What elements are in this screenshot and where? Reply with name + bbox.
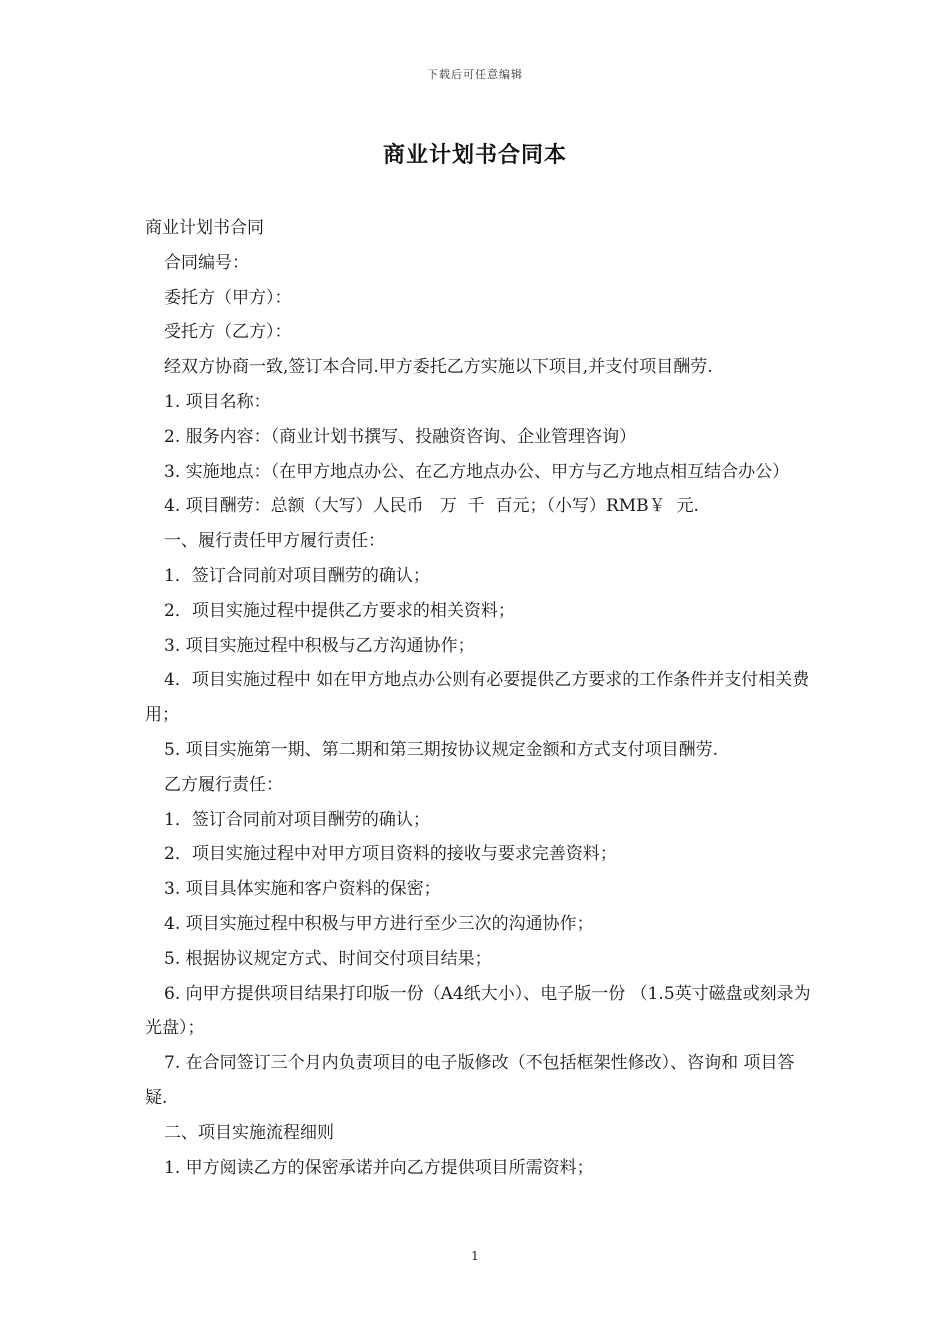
- paragraph: 7. 在合同签订三个月内负责项目的电子版修改（不包括框架性修改）、咨询和 项目答疑.: [145, 1053, 795, 1108]
- paragraph: 2．项目实施过程中提供乙方要求的相关资料；: [164, 600, 515, 621]
- paragraph: 6. 向甲方提供项目结果打印版一份（A4纸大小）、电子版一份 （1.5英寸磁盘或刻录为光盘）；: [145, 983, 811, 1039]
- section-heading: 一、履行责任甲方履行责任：: [164, 531, 385, 552]
- page-header-note: 下载后可任意编辑: [427, 68, 523, 81]
- document-body: [145, 211, 815, 1185]
- section-heading: 乙方履行责任：: [164, 774, 283, 795]
- document-title: 商业计划书合同本: [382, 142, 567, 168]
- paragraph: 商业计划书合同: [145, 218, 264, 238]
- paragraph: 委托方（甲方）：: [164, 287, 292, 308]
- paragraph: 3. 项目具体实施和客户资料的保密；: [164, 879, 441, 900]
- paragraph: 经双方协商一致,签订本合同.甲方委托乙方实施以下项目,并支付项目酬劳.: [164, 357, 713, 378]
- paragraph: 1. 甲方阅读乙方的保密承诺并向乙方提供项目所需资料；: [164, 1157, 594, 1178]
- paragraph: 5. 项目实施第一期、第二期和第三期按协议规定金额和方式支付项目酬劳.: [164, 739, 719, 760]
- paragraph: 4．项目实施过程中 如在甲方地点办公则有必要提供乙方要求的工作条件并支付相关费用；: [145, 670, 810, 726]
- paragraph: 2．项目实施过程中对甲方项目资料的接收与要求完善资料；: [164, 844, 617, 865]
- paragraph: 1．签订合同前对项目酬劳的确认；: [164, 565, 430, 586]
- paragraph: 受托方（乙方）：: [164, 322, 292, 343]
- paragraph: 合同编号：: [164, 252, 249, 273]
- page-number: 1: [471, 1249, 479, 1263]
- paragraph: 4. 项目实施过程中积极与甲方进行至少三次的沟通协作；: [164, 913, 594, 934]
- paragraph: 1. 项目名称：: [164, 391, 271, 412]
- paragraph: 5. 根据协议规定方式、时间交付项目结果；: [164, 948, 492, 969]
- paragraph: 4. 项目酬劳：总额（大写）人民币 万 千 百元；（小写）RMB￥ 元.: [164, 496, 699, 517]
- paragraph: 2. 服务内容：（商业计划书撰写、投融资咨询、企业管理咨询）: [164, 426, 637, 447]
- paragraph: 3. 实施地点：（在甲方地点办公、在乙方地点办公、甲方与乙方地点相互结合办公）: [164, 461, 790, 482]
- paragraph: 1．签订合同前对项目酬劳的确认；: [164, 809, 430, 830]
- section-heading: 二、项目实施流程细则: [164, 1122, 334, 1143]
- paragraph: 3. 项目实施过程中积极与乙方沟通协作；: [164, 635, 475, 656]
